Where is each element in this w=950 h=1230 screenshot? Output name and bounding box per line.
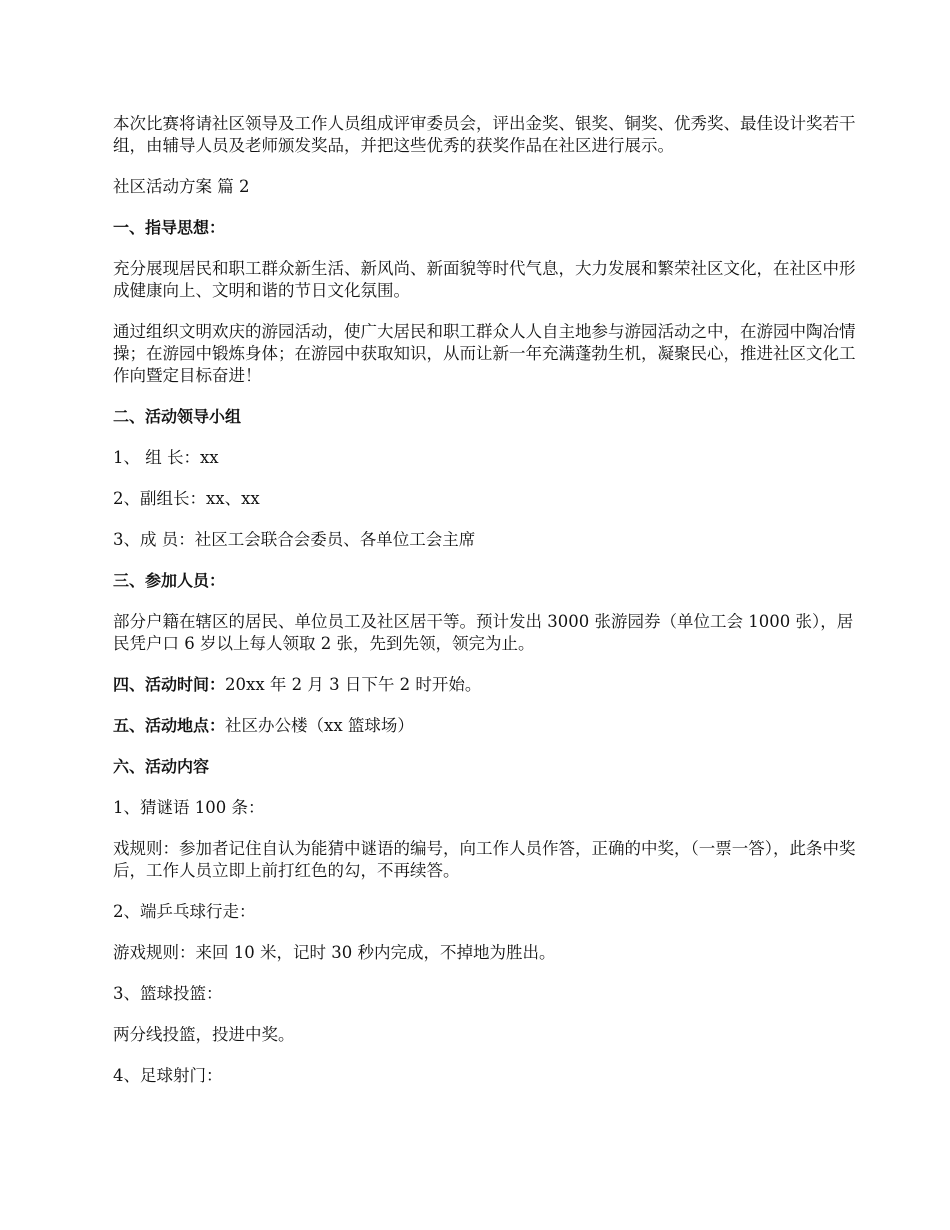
activity-time-label: 四、活动时间：	[113, 675, 226, 694]
list-item-members: 3、成 员：社区工会联合会委员、各单位工会主席	[113, 530, 476, 549]
activity-time-value: 20xx 年 2 月 3 日下午 2 时开始。	[225, 675, 482, 694]
paragraph-activity-time	[113, 674, 858, 696]
list-item-leader: 1、 组 长：xx	[113, 448, 219, 467]
document-page	[113, 113, 858, 1106]
heading-leadership-group: 二、活动领导小组	[113, 407, 242, 426]
heading-activity-content: 六、活动内容	[113, 757, 210, 776]
list-item-riddles: 1、猜谜语 100 条：	[113, 798, 265, 817]
paragraph-activity-location	[113, 715, 858, 737]
paragraph-ping-pong-rules: 游戏规则：来回 10 米，记时 30 秒内完成，不掉地为胜出。	[113, 943, 556, 962]
heading-participants: 三、参加人员：	[113, 571, 226, 590]
paragraph-participants: 部分户籍在辖区的居民、单位员工及社区居干等。预计发出 3000 张游园券（单位工会 1000 张），居民凭户口 6 岁以上每人领取 2 张，先到先领，领完为止。	[113, 612, 854, 653]
paragraph-guiding-thought-2: 通过组织文明欢庆的游园活动，使广大居民和职工群众人人自主地参与游园活动之中，在游园中陶冶情操；在游园中锻炼身体；在游园中获取知识，从而让新一年充满蓬勃生机，凝聚民心，推进社区文化工作向暨定目标奋进！	[113, 322, 856, 385]
activity-location-label: 五、活动地点：	[113, 716, 226, 735]
paragraph-award-committee: 本次比赛将请社区领导及工作人员组成评审委员会，评出金奖、银奖、铜奖、优秀奖、最佳设计奖若干组，由辅导人员及老师颁发奖品，并把这些优秀的获奖作品在社区进行展示。	[113, 114, 856, 155]
list-item-basketball: 3、篮球投篮：	[113, 984, 223, 1003]
list-item-deputy-leader: 2、副组长：xx、xx	[113, 489, 260, 508]
section-subtitle: 社区活动方案 篇 2	[113, 177, 250, 196]
paragraph-riddle-rules: 戏规则：参加者记住自认为能猜中谜语的编号，向工作人员作答，正确的中奖，（一票一答），此条中奖后，工作人员立即上前打红色的勾，不再续答。	[113, 839, 856, 880]
paragraph-basketball-rules: 两分线投篮，投进中奖。	[113, 1025, 295, 1044]
activity-location-value: 社区办公楼（xx 篮球场）	[225, 716, 414, 735]
paragraph-guiding-thought-1: 充分展现居民和职工群众新生活、新风尚、新面貌等时代气息，大力发展和繁荣社区文化，在社区中形成健康向上、文明和谐的节日文化氛围。	[113, 259, 856, 300]
list-item-football: 4、足球射门：	[113, 1066, 223, 1085]
list-item-ping-pong-walk: 2、端乒乓球行走：	[113, 902, 256, 921]
heading-guiding-thought: 一、指导思想：	[113, 218, 226, 237]
